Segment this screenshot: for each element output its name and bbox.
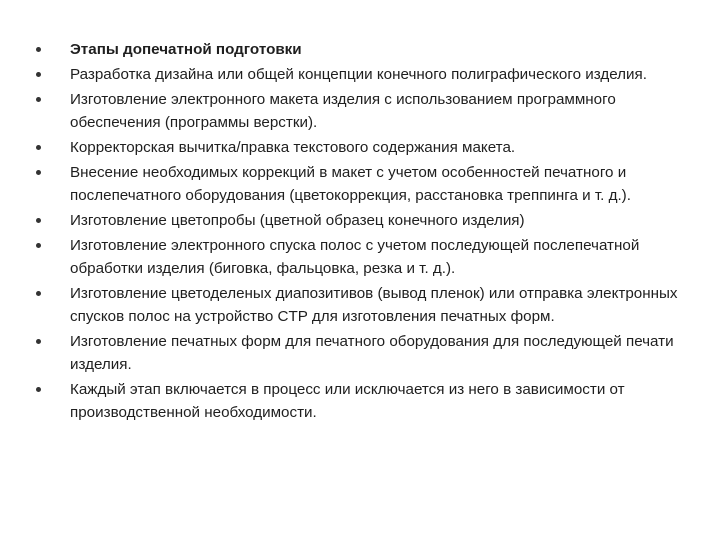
list-item-text: Изготовление электронного макета изделия с использованием программного обеспечения (программы верстки). bbox=[70, 91, 616, 131]
bullet-icon bbox=[36, 339, 41, 344]
list-item-text: Изготовление печатных форм для печатного оборудования для последующей печати изделия. bbox=[70, 333, 674, 373]
list-item-text: Каждый этап включается в процесс или исключается из него в зависимости от производственной необходимости. bbox=[70, 381, 625, 421]
bullet-icon bbox=[36, 72, 41, 77]
list-item-text: Корректорская вычитка/правка текстового содержания макета. bbox=[70, 139, 516, 156]
list-item-text: Этапы допечатной подготовки bbox=[70, 41, 302, 58]
list-item-text: Изготовление цветопробы (цветной образец конечного изделия) bbox=[70, 212, 525, 229]
list-item-text: Разработка дизайна или общей концепции конечного полиграфического изделия. bbox=[70, 66, 647, 83]
bullet-icon bbox=[36, 387, 41, 392]
bullet-icon bbox=[36, 170, 41, 175]
list-item bbox=[36, 209, 684, 232]
list-item bbox=[36, 282, 684, 328]
list-item bbox=[36, 378, 684, 424]
list-item-text: Изготовление цветоделеных диапозитивов (вывод пленок) или отправка электронных спусков полос на устройство CTP для изготовления печатных форм. bbox=[70, 285, 678, 325]
list-item bbox=[36, 161, 684, 207]
bullet-list bbox=[36, 38, 684, 426]
list-item-text: Внесение необходимых коррекций в макет с учетом особенностей печатного и послепечатного оборудования (цветокоррекция, расстановка треппинга и т. д.). bbox=[70, 164, 631, 204]
list-item bbox=[36, 63, 684, 86]
list-item bbox=[36, 136, 684, 159]
list-item bbox=[36, 234, 684, 280]
bullet-icon bbox=[36, 97, 41, 102]
bullet-icon bbox=[36, 218, 41, 223]
bullet-icon bbox=[36, 145, 41, 150]
list-item-heading bbox=[36, 38, 684, 61]
list-item bbox=[36, 330, 684, 376]
bullet-icon bbox=[36, 291, 41, 296]
list-item-text: Изготовление электронного спуска полос с учетом последующей послепечатной обработки изделия (биговка, фальцовка, резка и т. д.). bbox=[70, 237, 640, 277]
bullet-icon bbox=[36, 243, 41, 248]
bullet-icon bbox=[36, 47, 41, 52]
list-item bbox=[36, 88, 684, 134]
